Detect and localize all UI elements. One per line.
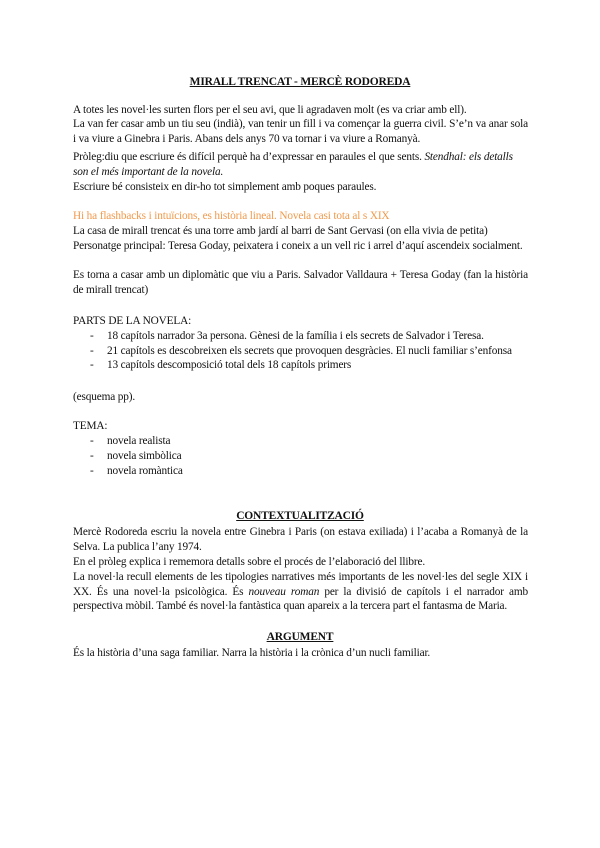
list-bullet: - — [90, 450, 94, 462]
intro-paragraph-1: A totes les novel·les surten flors per el seu avi, que li agradaven molt (es va criar amb ell). — [73, 104, 467, 116]
tema-heading: TEMA: — [73, 420, 108, 432]
contextualitzacio-heading: CONTEXTUALITZACIÓ — [236, 510, 364, 522]
argument-paragraph: És la història d’una saga familiar. Narra la història i la crònica d’un nucli familiar. — [73, 647, 431, 659]
parts-heading: PARTS DE LA NOVELA: — [73, 315, 192, 327]
list-item — [90, 329, 530, 344]
intro-paragraph-3 — [73, 150, 528, 179]
intro-paragraph-2: La van fer casar amb un tiu seu (indià), van tenir un fill i va començar la guerra civil. S’e’n va anar sola i va viure a Ginebra i Paris. Abans dels anys 70 va tornar i va viure a Romanyà. — [73, 118, 528, 145]
list-bullet: - — [90, 435, 94, 447]
list-bullet: - — [90, 359, 94, 371]
list-item-text: novela simbòlica — [107, 450, 182, 462]
list-item-text: 18 capítols narrador 3a persona. Gènesi de la família i els secrets de Salvador i Teresa. — [107, 330, 484, 342]
list-item-text: novela realista — [107, 435, 171, 447]
paragraph-text: La novel·la recull elements de les tipologies narratives més importants de les novel·les del segle XIX i XX. És una novel·la psicològica. És — [73, 571, 528, 598]
context-paragraph-3: Es torna a casar amb un diplomàtic que viu a Paris. Salvador Valldaura + Teresa Goday (fan la història de mirall trencat) — [73, 269, 528, 296]
list-item — [90, 464, 530, 479]
document-title: MIRALL TRENCAT - MERCÈ RODOREDA — [189, 76, 411, 88]
contextualitzacio-paragraph-3 — [73, 570, 528, 614]
prologue-text: Pròleg:diu que escriure és difícil perquè ha d’expressar en paraules el que sents. — [73, 151, 425, 163]
list-item — [90, 344, 530, 359]
list-bullet: - — [90, 465, 94, 477]
nouveau-roman-term: nouveau roman — [248, 585, 320, 598]
intro-paragraph-4: Escriure bé consisteix en dir-ho tot simplement amb poques paraules. — [73, 181, 377, 193]
list-item — [90, 449, 530, 464]
contextualitzacio-paragraph-1: Mercè Rodoreda escriu la novela entre Ginebra i Paris (on estava exiliada) i l’acaba a Romanyà de la Selva. La publica l’any 1974. — [73, 526, 528, 553]
context-paragraph-2: Personatge principal: Teresa Goday, peixatera i coneix a un vell ric i arrel d’aquí ascendeix socialment. — [73, 240, 523, 252]
list-item-text: 13 capítols descomposició total dels 18 capítols primers — [107, 359, 352, 371]
contextualitzacio-paragraph-2: En el pròleg explica i rememora detalls sobre el procés de l’elaboració del llibre. — [73, 556, 426, 568]
list-item-text: 21 capítols es descobreixen els secrets que provoquen desgràcies. El nucli familiar s’enfonsa — [107, 345, 512, 357]
esquema-note: (esquema pp). — [73, 391, 136, 403]
argument-heading: ARGUMENT — [266, 631, 334, 643]
list-item — [90, 434, 530, 449]
list-item — [90, 358, 530, 373]
context-paragraph-1: La casa de mirall trencat és una torre amb jardí al barri de Sant Gervasi (on ella vivia de petita) — [73, 225, 488, 237]
list-item-text: novela romàntica — [107, 465, 183, 477]
list-bullet: - — [90, 330, 94, 342]
list-bullet: - — [90, 345, 94, 357]
stendhal-quote: Stendhal: els detalls son el més important de la novela. — [73, 151, 513, 178]
highlight-line: Hi ha flashbacks i intuïcions, es història lineal. Novela casi tota al s XIX — [73, 210, 390, 222]
paragraph-text-end: per la divisió de capítols i el narrador amb perspectiva mòbil. També és novel·la fantàstica quan apareix a la tercera part el fantasma de Maria. — [73, 585, 528, 613]
